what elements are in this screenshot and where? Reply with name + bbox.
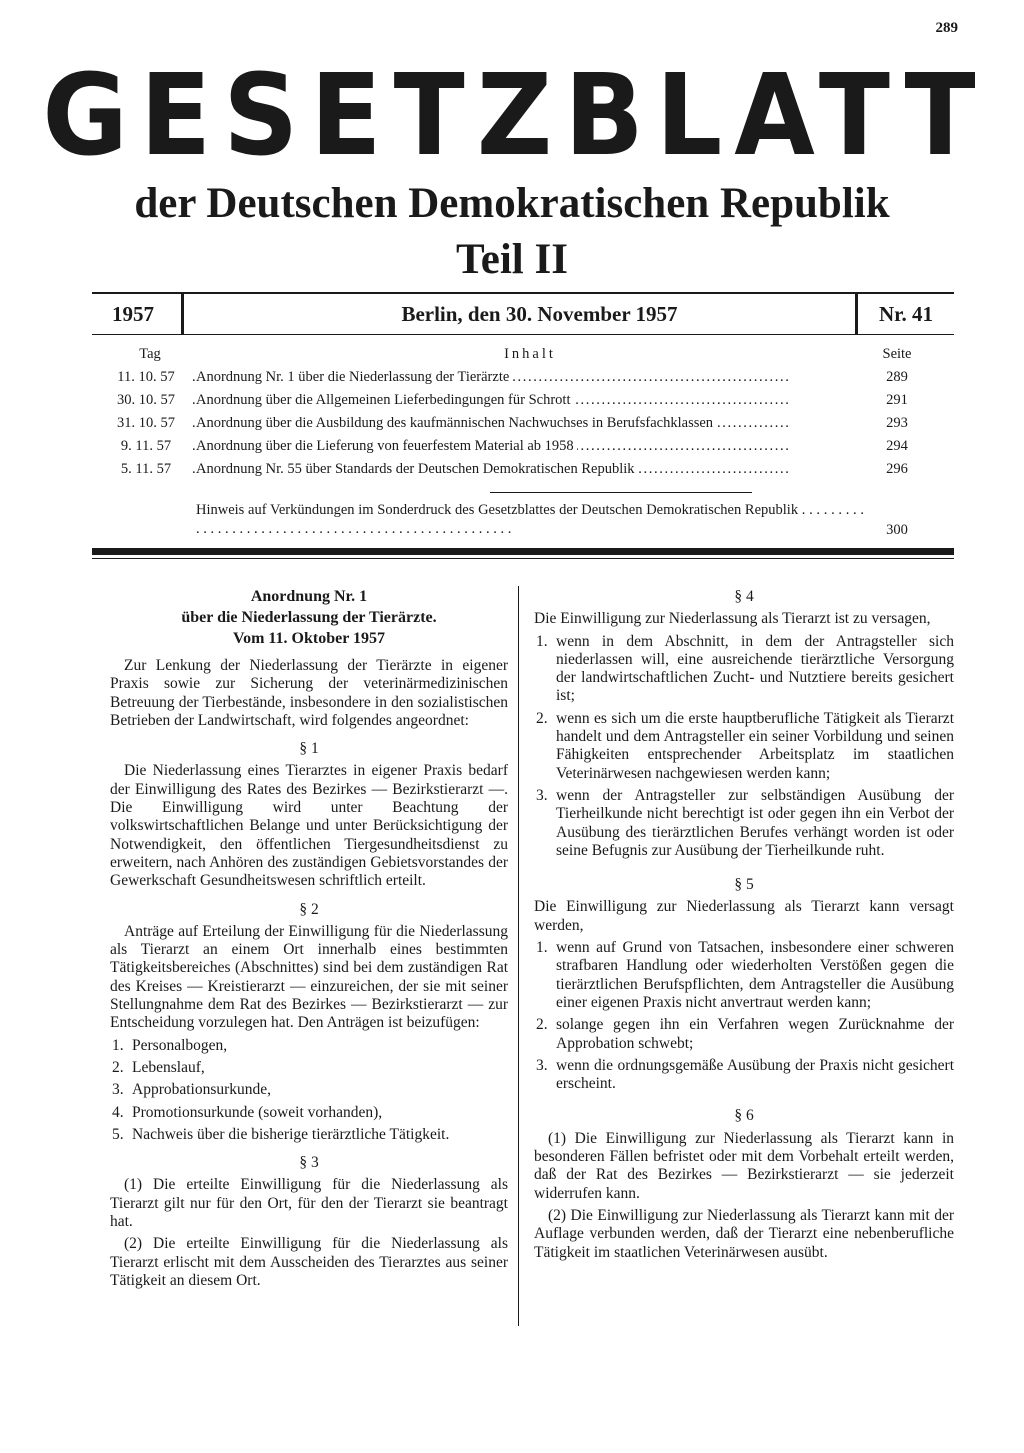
list-item: 5. Nachweis über die bisherige tierärztliche Tätigkeit.	[112, 1125, 450, 1143]
toc-entry-page: 291	[886, 392, 908, 408]
article-subheading: über die Niederlassung der Tierärzte.	[181, 609, 437, 626]
separator-rule-thick	[92, 548, 954, 555]
section-text: (2) Die erteilte Einwilligung für die Niederlassung als Tierarzt erlischt mit dem Ausscheiden des Tierarztes aus seiner Tätigkeit an diesem Ort.	[110, 1235, 508, 1289]
toc-entry-title: Anordnung Nr. 1 über die Niederlassung der Tierärzte	[196, 369, 512, 385]
section-title: § 3	[299, 1154, 319, 1172]
toc-entry-page: 293	[886, 415, 908, 431]
list-item: 1. wenn auf Grund von Tatsachen, insbesondere einer schweren strafbaren Handlung oder wiederholten Verstößen gegen die tierärztlichen Berufspflichten, dem Antragsteller die Ausübung einer eigenen Praxis nicht anvertraut werden kann;	[536, 939, 954, 1011]
column-divider	[518, 586, 519, 1326]
toc-entry-date: 30. 10. 57	[117, 392, 175, 408]
section-text: (2) Die Einwilligung zur Niederlassung als Tierarzt kann mit der Auflage verbunden werden, daß der Tierarzt eine nebenberufliche Tätigkeit im staatlichen Veterinärwesen ausübt.	[534, 1206, 954, 1261]
toc-header-page: Seite	[882, 346, 912, 362]
article-heading: Anordnung Nr. 1	[250, 588, 368, 605]
dateline-place-date: Berlin, den 30. November 1957	[401, 301, 678, 326]
section-text: (1) Die erteilte Einwilligung für die Niederlassung als Tierarzt gilt nur für den Ort, für den der Tierarzt sie beantragt hat.	[110, 1176, 508, 1231]
toc-entry-title: Anordnung über die Allgemeinen Lieferbedingungen für Schrott	[196, 392, 573, 408]
section-title: § 5	[734, 876, 754, 894]
gazette-part: Teil II	[456, 236, 568, 283]
toc-header	[100, 346, 930, 363]
section-title: § 2	[299, 900, 319, 918]
toc-entry-page: 289	[886, 369, 908, 385]
enclosure-list	[112, 1037, 508, 1144]
toc-note-text: Hinweis auf Verkündungen im Sonderdruck des Gesetzblattes der Deutschen Demokratischen Republik . . . . . . . . . . . . . . . . . . . . . . . . . . . . . . . . . . . . . . . . . . . . . . . . . . . . .	[196, 502, 864, 537]
masthead	[0, 51, 1024, 286]
toc-entry-page: 296	[886, 461, 908, 477]
list-item: 1. Personalbogen,	[112, 1036, 228, 1054]
page-number: 289	[935, 20, 958, 36]
article-preamble: Zur Lenkung der Niederlassung der Tierärzte in eigener Praxis sowie zur Sicherung der veterinärmedizinischen Betreuung der Tierbestände, insbesondere in den sozialistischen Betrieben der Landwirtschaft, wird folgendes angeordnet:	[110, 657, 508, 729]
toc-entry[interactable]	[100, 392, 930, 415]
toc-entry-date: 11. 10. 57	[117, 369, 175, 385]
toc-entry-date: 31. 10. 57	[117, 415, 175, 431]
dateline-issue: Nr. 41	[855, 294, 954, 334]
article-date: Vom 11. Oktober 1957	[232, 630, 385, 647]
toc-entry-title: Anordnung über die Ausbildung des kaufmännischen Nachwuchses in Berufsfachklassen	[196, 415, 716, 431]
list-item: 4. Promotionsurkunde (soweit vorhanden),	[112, 1103, 383, 1121]
section-title: § 6	[734, 1107, 754, 1125]
section-title: § 1	[299, 740, 319, 758]
section-text: Anträge auf Erteilung der Einwilligung für die Niederlassung als Tierarzt an einem Ort innerhalb eines bestimmten Tätigkeitsbereiches (Abschnittes) sind bei dem zuständigen Rat des Kreises — Kreistierarzt — einzureichen, der sie mit seiner Stellungnahme dem Rat des Bezirkes — Bezirkstierarzt — zur Entscheidung vorzulegen hat. Den Anträgen ist beizufügen:	[110, 922, 508, 1032]
toc-entry-title: Anordnung Nr. 55 über Standards der Deutschen Demokratischen Republik	[196, 461, 638, 477]
section-text: Die Niederlassung eines Tierarztes in eigener Praxis bedarf der Einwilligung des Rates des Bezirkes — Bezirkstierarzt —. Die Einwilligung wird unter Beachtung der volkswirtschaftlichen Belange und unter Berücksichtigung der Notwendigkeit, den öffentlichen Tiergesundheitsdienst zu erweitern, nach Anhören des zuständigen Gebietsvorstandes der Gewerkschaft Gesundheitswesen schriftlich erteilt.	[110, 762, 508, 890]
section-text: (1) Die Einwilligung zur Niederlassung als Tierarzt kann in besonderen Fällen befristet oder mit dem Vorbehalt erteilt werden, daß der Rat des Bezirkes — Bezirkstierarzt — sie jederzeit widerrufen kann.	[534, 1129, 954, 1202]
toc-entry-date: 5. 11. 57	[120, 461, 172, 477]
condition-list	[536, 633, 954, 861]
dateline-bar	[92, 292, 954, 335]
list-item: 3. Approbationsurkunde,	[112, 1081, 272, 1099]
toc-header-contents: Inhalt	[504, 346, 556, 362]
list-item: 1. wenn in dem Abschnitt, in dem der Antragsteller sich niederlassen will, eine ausreichende tierärztliche Versorgung der landwirtschaftlichen Zucht- und Nutztiere bereits gesichert ist;	[536, 632, 954, 705]
table-of-contents	[100, 346, 930, 539]
list-item: 2. solange gegen ihn ein Verfahren wegen Zurücknahme der Approbation schwebt;	[536, 1016, 954, 1052]
toc-entry[interactable]	[100, 415, 930, 438]
toc-note-page: 300	[886, 522, 908, 538]
toc-entry[interactable]	[100, 369, 930, 392]
gazette-subtitle: der Deutschen Demokratischen Republik	[134, 180, 890, 227]
toc-divider	[490, 492, 752, 493]
toc-entry-date: 9. 11. 57	[120, 438, 172, 454]
dateline-year: 1957	[92, 294, 184, 334]
toc-entry-title: Anordnung über die Lieferung von feuerfestem Material ab 1958	[196, 438, 577, 454]
list-item: 3. wenn die ordnungsgemäße Ausübung der Praxis nicht gesichert erscheint.	[536, 1056, 954, 1093]
condition-list	[536, 939, 954, 1093]
toc-entry[interactable]	[100, 438, 930, 461]
list-item: 2. Lebenslauf,	[112, 1058, 205, 1076]
toc-entry[interactable]	[100, 461, 930, 484]
gazette-title: GESETZBLATT	[42, 51, 988, 181]
column-left	[110, 586, 508, 1294]
list-item: 2. wenn es sich um die erste hauptberufliche Tätigkeit als Tierarzt handelt und dem Antragsteller ein seiner Vorbildung und seinen Fähigkeiten entsprechender Arbeitsplatz im staatlichen Veterinärwesen nachgewiesen werden kann;	[536, 709, 954, 782]
separator-rule-thin	[92, 558, 954, 559]
toc-note-entry[interactable]	[100, 501, 930, 539]
section-title: § 4	[734, 588, 754, 605]
column-right	[534, 586, 954, 1266]
section-text: Die Einwilligung zur Niederlassung als Tierarzt kann versagt werden,	[534, 898, 954, 934]
list-item: 3. wenn der Antragsteller zur selbständigen Ausübung der Tierheilkunde nicht berechtigt ist oder gegen ihn ein Verbot der Ausübung des tierärztlichen Berufes verhängt worden ist oder seine Befugnis zur Ausübung der Tierheilkunde ruht.	[536, 786, 954, 859]
toc-header-day: Tag	[139, 346, 161, 362]
section-text: Die Einwilligung zur Niederlassung als Tierarzt ist zu versagen,	[534, 610, 931, 628]
toc-entry-page: 294	[886, 438, 908, 454]
